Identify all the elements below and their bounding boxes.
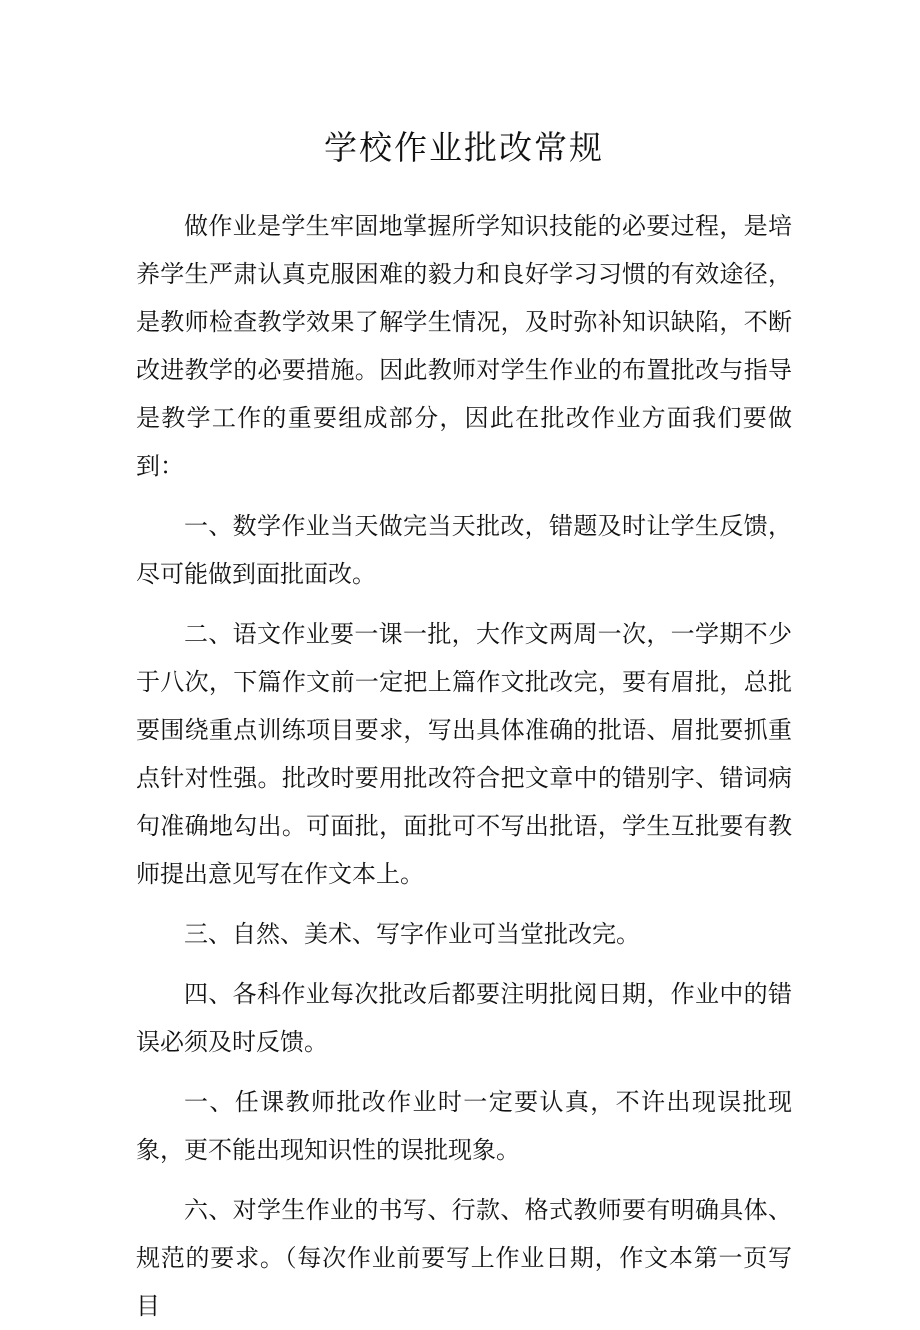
paragraph-item-4: 四、各科作业每次批改后都要注明批阅日期，作业中的错误必须及时反馈。 [136, 980, 792, 1056]
paragraph-intro: 做作业是学生牢固地掌握所学知识技能的必要过程，是培养学生严肃认真克服困难的毅力和良好学习习惯的有效途径，是教师检查教学效果了解学生情况，及时弥补知识缺陷，不断改进教学的必要措施。因此教师对学生作业的布置批改与指导是教学工作的重要组成部分，因此在批改作业方面我们要做到： [136, 212, 792, 480]
paragraph-item-1: 一、数学作业当天做完当天批改，错题及时让学生反馈，尽可能做到面批面改。 [136, 512, 792, 588]
paragraph-item-5: 一、任课教师批改作业时一定要认真，不许出现误批现象，更不能出现知识性的误批现象。 [136, 1088, 792, 1164]
paragraph-item-3: 三、自然、美术、写字作业可当堂批改完。 [184, 920, 640, 948]
paragraph-item-2: 二、语文作业要一课一批，大作文两周一次，一学期不少于八次，下篇作文前一定把上篇作文批改完，要有眉批，总批要围绕重点训练项目要求，写出具体准确的批语、眉批要抓重点针对性强。批改时要用批改符合把文章中的错别字、错词病句准确地勾出。可面批，面批可不写出批语，学生互批要有教师提出意见写在作文本上。 [136, 620, 792, 888]
document-title: 学校作业批改常规 [324, 128, 604, 167]
document-body [136, 202, 792, 1330]
paragraph-item-6: 六、对学生作业的书写、行款、格式教师要有明确具体、规范的要求。（每次作业前要写上作业日期，作文本第一页写目 [136, 1196, 792, 1320]
